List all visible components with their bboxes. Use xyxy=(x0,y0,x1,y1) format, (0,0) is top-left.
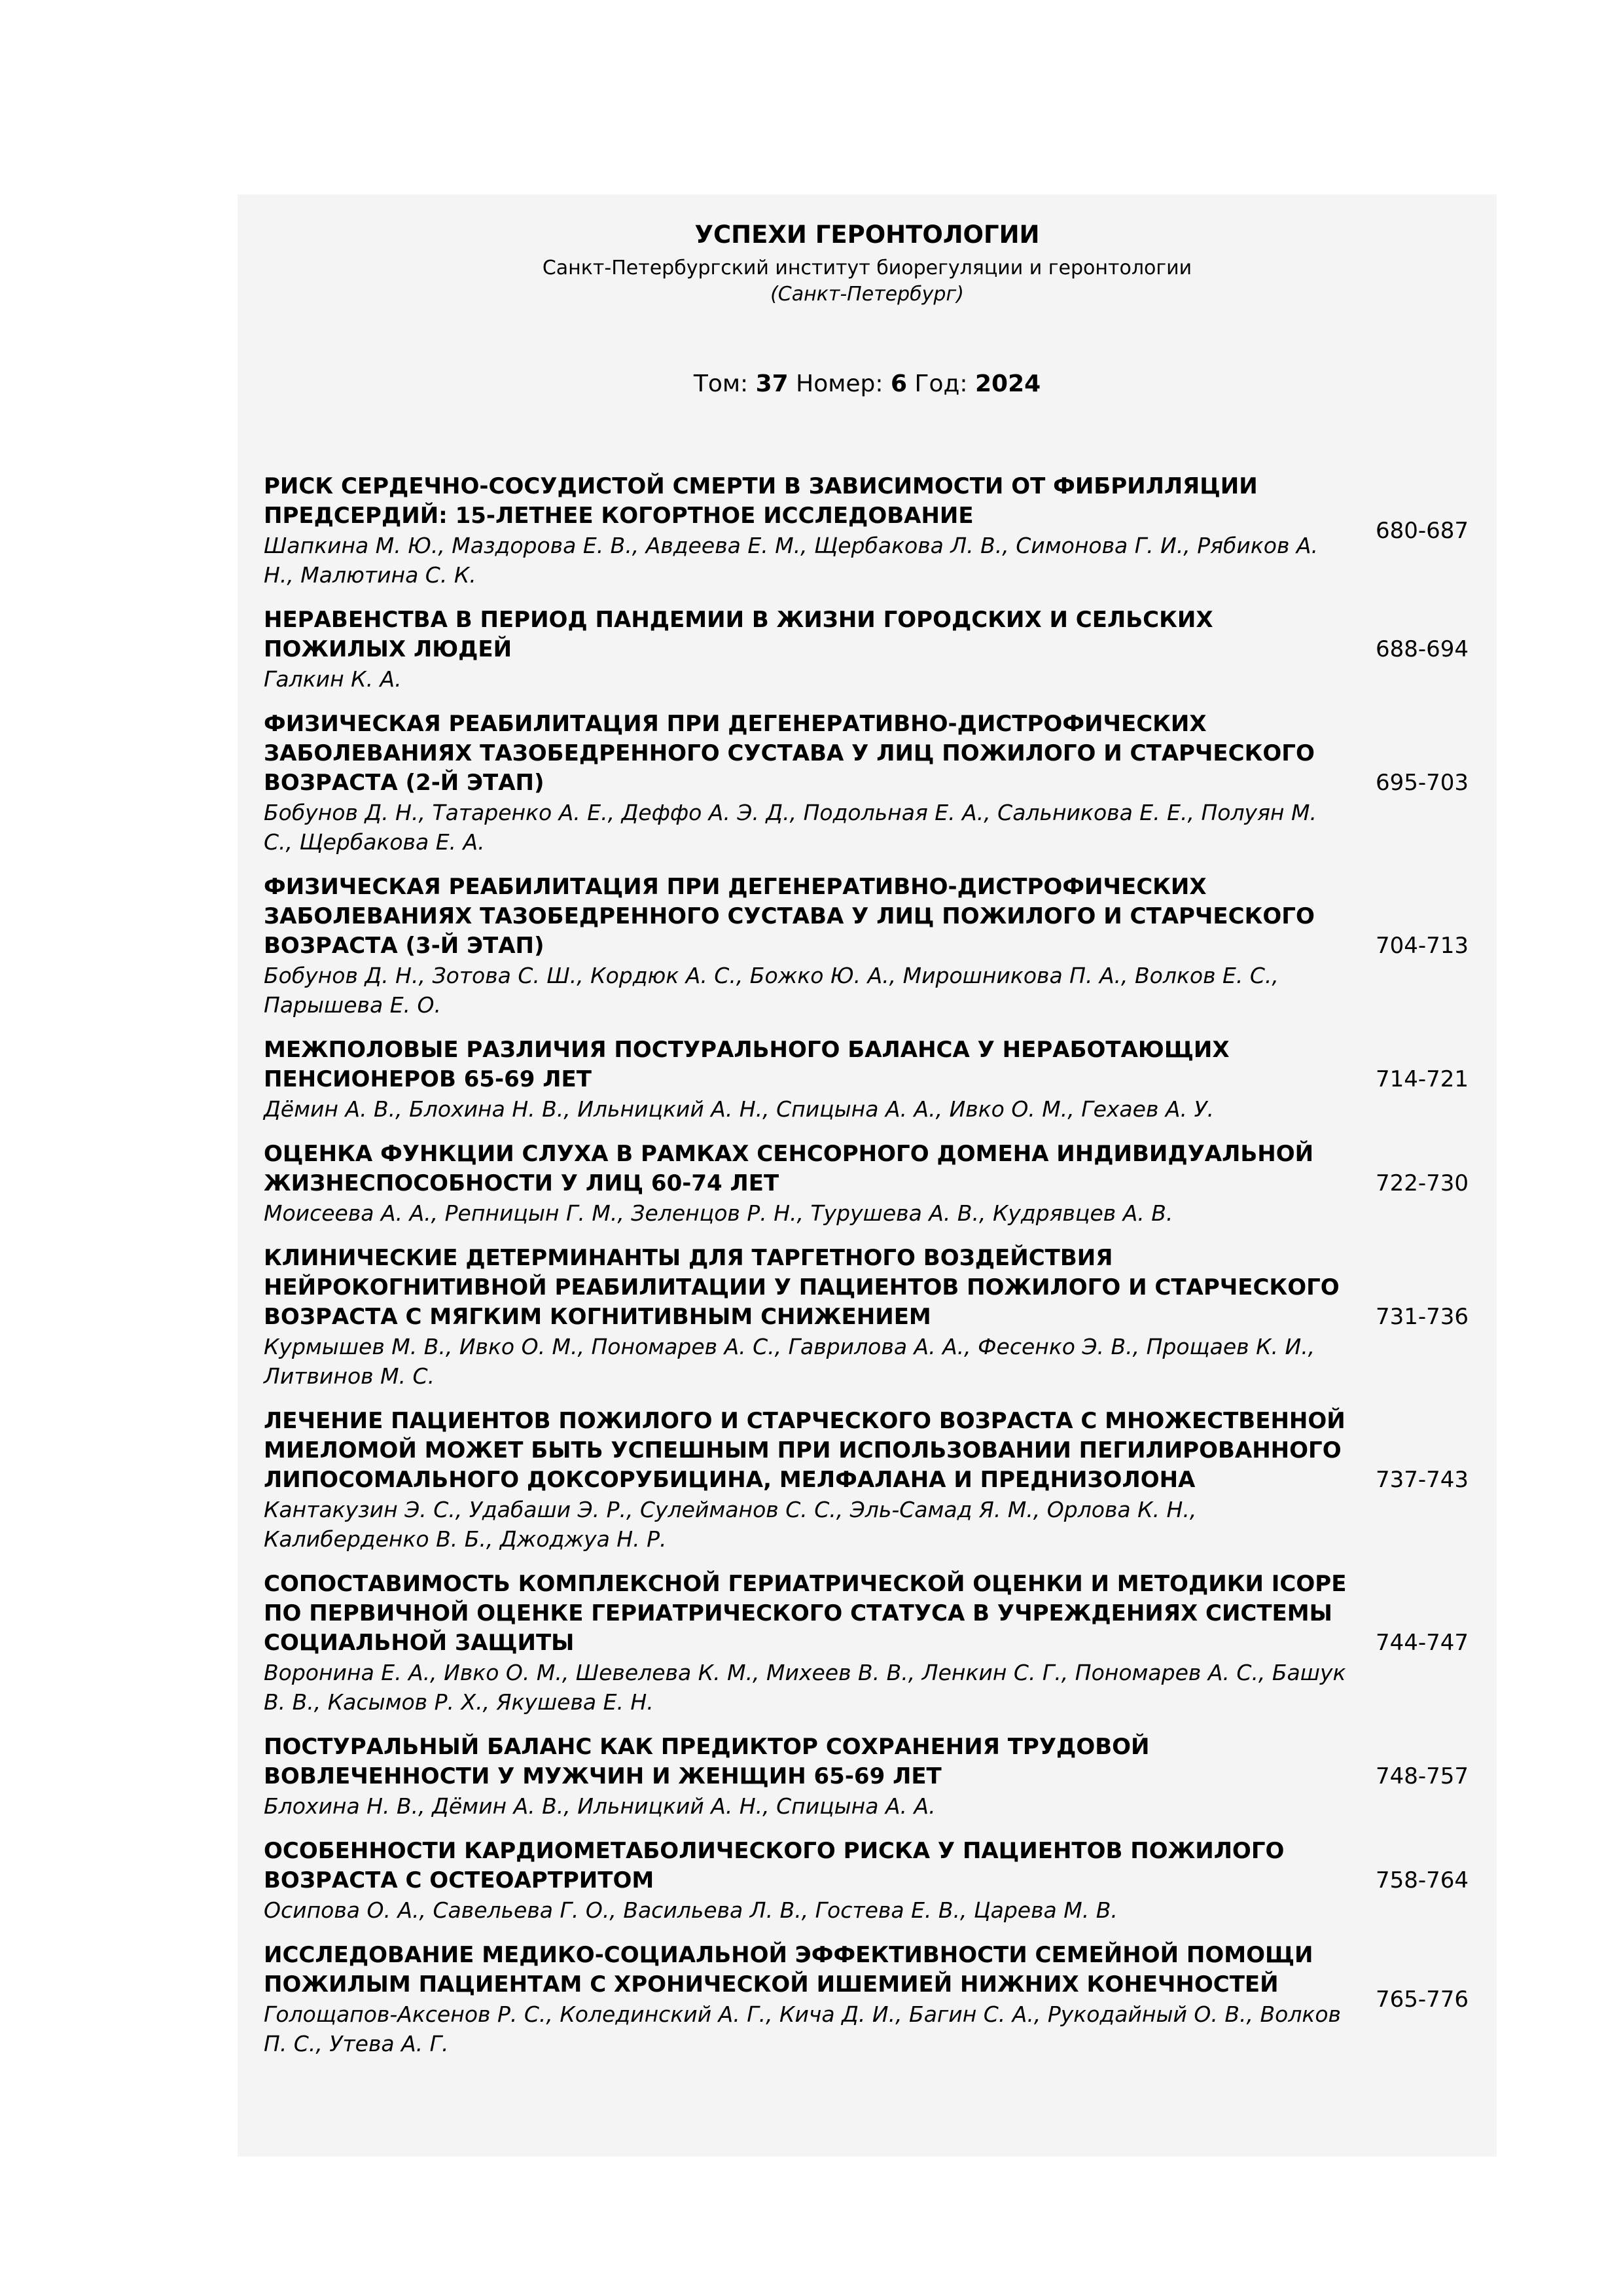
article-body xyxy=(264,709,1350,857)
article-body xyxy=(264,1407,1350,1554)
article-title[interactable]: ЛЕЧЕНИЕ ПАЦИЕНТОВ ПОЖИЛОГО И СТАРЧЕСКОГО ВОЗРАСТА С МНОЖЕСТВЕННОЙ МИЕЛОМОЙ МОЖЕТ БЫТЬ УСПЕШНЫМ ПРИ ИСПОЛЬЗОВАНИИ ПЕГИЛИРОВАННОГО ЛИПОСОМАЛЬНОГО ДОКСОРУБИЦИНА, МЕЛФАЛАНА И ПРЕДНИЗОЛОНА xyxy=(264,1408,1346,1493)
article-title[interactable]: ФИЗИЧЕСКАЯ РЕАБИЛИТАЦИЯ ПРИ ДЕГЕНЕРАТИВНО-ДИСТРОФИЧЕСКИХ ЗАБОЛЕВАНИЯХ ТАЗОБЕДРЕННОГО СУСТАВА У ЛИЦ ПОЖИЛОГО И СТАРЧЕСКОГО ВОЗРАСТА (2-Й ЭТАП) xyxy=(264,711,1315,796)
article-entry[interactable] xyxy=(264,872,1494,1020)
article-authors: Голощапов-Аксенов Р. С., Колединский А. Г., Кича Д. И., Багин С. А., Рукодайный О. В., Волков П. С., Утева А. Г. xyxy=(264,2001,1341,2056)
publisher-name: Санкт-Петербургский институт биорегуляции и геронтологии xyxy=(542,257,1192,279)
article-title[interactable]: ОЦЕНКА ФУНКЦИИ СЛУХА В РАМКАХ СЕНСОРНОГО ДОМЕНА ИНДИВИДУАЛЬНОЙ ЖИЗНЕСПОСОБНОСТИ У ЛИЦ 60-74 ЛЕТ xyxy=(264,1141,1314,1196)
article-title[interactable]: ФИЗИЧЕСКАЯ РЕАБИЛИТАЦИЯ ПРИ ДЕГЕНЕРАТИВНО-ДИСТРОФИЧЕСКИХ ЗАБОЛЕВАНИЯХ ТАЗОБЕДРЕННОГО СУСТАВА У ЛИЦ ПОЖИЛОГО И СТАРЧЕСКОГО ВОЗРАСТА (3-Й ЭТАП) xyxy=(264,874,1315,959)
article-entry[interactable] xyxy=(264,1570,1494,1717)
article-title[interactable]: РИСК СЕРДЕЧНО-СОСУДИСТОЙ СМЕРТИ В ЗАВИСИМОСТИ ОТ ФИБРИЛЛЯЦИИ ПРЕДСЕРДИЙ: 15-ЛЕТНЕЕ КОГОРТНОЕ ИССЛЕДОВАНИЕ xyxy=(264,473,1258,529)
article-entry[interactable] xyxy=(264,1407,1494,1554)
article-authors: Дёмин А. В., Блохина Н. В., Ильницкий А. Н., Спицына А. А., Ивко О. М., Гехаев А. У. xyxy=(264,1096,1215,1122)
article-body xyxy=(264,1732,1350,1821)
article-body xyxy=(264,1139,1350,1228)
article-entry[interactable] xyxy=(264,1837,1494,1925)
article-body xyxy=(264,1244,1350,1391)
article-pages: 704-713 xyxy=(1375,933,1469,959)
article-authors: Курмышев М. В., Ивко О. М., Пономарев А. С., Гаврилова А. А., Фесенко Э. В., Прощаев К. И., Литвинов М. С. xyxy=(264,1334,1315,1389)
article-pages: 688-694 xyxy=(1375,636,1469,662)
article-pages: 737-743 xyxy=(1375,1467,1469,1493)
article-body xyxy=(264,1570,1350,1717)
article-authors: Галкин К. А. xyxy=(264,666,402,692)
year-label: Год: xyxy=(914,370,968,397)
article-pages: 748-757 xyxy=(1375,1763,1469,1789)
article-list xyxy=(264,472,1494,2074)
article-authors: Моисеева А. А., Репницын Г. М., Зеленцов Р. Н., Турушева А. В., Кудрявцев А. В. xyxy=(264,1200,1173,1226)
article-title[interactable]: ИССЛЕДОВАНИЕ МЕДИКО-СОЦИАЛЬНОЙ ЭФФЕКТИВНОСТИ СЕМЕЙНОЙ ПОМОЩИ ПОЖИЛЫМ ПАЦИЕНТАМ С ХРОНИЧЕСКОЙ ИШЕМИЕЙ НИЖНИХ КОНЕЧНОСТЕЙ xyxy=(264,1942,1313,1998)
article-entry[interactable] xyxy=(264,1941,1494,2058)
article-pages: 722-730 xyxy=(1375,1170,1469,1196)
article-authors: Кантакузин Э. С., Удабаши Э. Р., Сулейманов С. С., Эль-Самад Я. М., Орлова К. Н., Калиберденко В. Б., Джоджуа Н. Р. xyxy=(264,1497,1197,1552)
number-label: Номер: xyxy=(796,370,883,397)
year-value: 2024 xyxy=(974,370,1041,397)
article-entry[interactable] xyxy=(264,1139,1494,1228)
article-pages: 680-687 xyxy=(1375,517,1469,544)
article-entry[interactable] xyxy=(264,605,1494,694)
article-pages: 714-721 xyxy=(1375,1066,1469,1092)
article-authors: Воронина Е. А., Ивко О. М., Шевелева К. М., Михеев В. В., Ленкин С. Г., Пономарев А. С., Башук В. В., Касымов Р. Х., Якушева Е. Н. xyxy=(264,1660,1346,1715)
publisher-city: (Санкт-Петербург) xyxy=(770,283,964,306)
article-pages: 744-747 xyxy=(1375,1630,1469,1656)
article-body xyxy=(264,472,1350,590)
article-title[interactable]: МЕЖПОЛОВЫЕ РАЗЛИЧИЯ ПОСТУРАЛЬНОГО БАЛАНСА У НЕРАБОТАЮЩИХ ПЕНСИОНЕРОВ 65-69 ЛЕТ xyxy=(264,1037,1230,1092)
article-title[interactable]: СОПОСТАВИМОСТЬ КОМПЛЕКСНОЙ ГЕРИАТРИЧЕСКОЙ ОЦЕНКИ И МЕТОДИКИ ICOPE ПО ПЕРВИЧНОЙ ОЦЕНКЕ ГЕРИАТРИЧЕСКОГО СТАТУСА В УЧРЕЖДЕНИЯХ СИСТЕМЫ СОЦИАЛЬНОЙ ЗАЩИТЫ xyxy=(264,1571,1347,1656)
volume-label: Том: xyxy=(693,370,749,397)
article-body xyxy=(264,1837,1350,1925)
article-title[interactable]: НЕРАВЕНСТВА В ПЕРИОД ПАНДЕМИИ В ЖИЗНИ ГОРОДСКИХ И СЕЛЬСКИХ ПОЖИЛЫХ ЛЮДЕЙ xyxy=(264,607,1213,662)
article-title[interactable]: ПОСТУРАЛЬНЫЙ БАЛАНС КАК ПРЕДИКТОР СОХРАНЕНИЯ ТРУДОВОЙ ВОВЛЕЧЕННОСТИ У МУЖЧИН И ЖЕНЩИН 65-69 ЛЕТ xyxy=(264,1734,1150,1789)
article-body xyxy=(264,872,1350,1020)
issue-info xyxy=(238,370,1497,399)
article-authors: Шапкина М. Ю., Маздорова Е. В., Авдеева Е. М., Щербакова Л. В., Симонова Г. И., Рябиков А. Н., Малютина С. К. xyxy=(264,533,1318,588)
article-authors: Бобунов Д. Н., Татаренко А. Е., Деффо А. Э. Д., Подольная Е. А., Сальникова Е. Е., Полуян М. С., Щербакова Е. А. xyxy=(264,800,1317,855)
article-title[interactable]: КЛИНИЧЕСКИЕ ДЕТЕРМИНАНТЫ ДЛЯ ТАРГЕТНОГО ВОЗДЕЙСТВИЯ НЕЙРОКОГНИТИВНОЙ РЕАБИЛИТАЦИИ У ПАЦИЕНТОВ ПОЖИЛОГО И СТАРЧЕСКОГО ВОЗРАСТА С МЯГКИМ КОГНИТИВНЫМ СНИЖЕНИЕМ xyxy=(264,1245,1340,1330)
article-title[interactable]: ОСОБЕННОСТИ КАРДИОМЕТАБОЛИЧЕСКОГО РИСКА У ПАЦИЕНТОВ ПОЖИЛОГО ВОЗРАСТА С ОСТЕОАРТРИТОМ xyxy=(264,1838,1285,1893)
contents-panel xyxy=(238,194,1497,2157)
article-entry[interactable] xyxy=(264,709,1494,857)
article-body xyxy=(264,1035,1350,1124)
article-pages: 765-776 xyxy=(1375,1986,1469,2013)
article-entry[interactable] xyxy=(264,1732,1494,1821)
journal-title: УСПЕХИ ГЕРОНТОЛОГИИ xyxy=(694,221,1040,249)
article-body xyxy=(264,1941,1350,2058)
article-pages: 695-703 xyxy=(1375,770,1469,796)
article-pages: 758-764 xyxy=(1375,1867,1469,1893)
article-entry[interactable] xyxy=(264,472,1494,590)
article-entry[interactable] xyxy=(264,1035,1494,1124)
article-body xyxy=(264,605,1350,694)
article-authors: Бобунов Д. Н., Зотова С. Ш., Кордюк А. С., Божко Ю. А., Мирошникова П. А., Волков Е. С., Парышева Е. О. xyxy=(264,963,1279,1018)
article-authors: Осипова О. А., Савельева Г. О., Васильева Л. В., Гостева Е. В., Царева М. В. xyxy=(264,1897,1118,1923)
article-authors: Блохина Н. В., Дёмин А. В., Ильницкий А. Н., Спицына А. А. xyxy=(264,1793,936,1819)
article-entry[interactable] xyxy=(264,1244,1494,1391)
number-value: 6 xyxy=(891,370,908,397)
article-pages: 731-736 xyxy=(1375,1304,1469,1330)
volume-value: 37 xyxy=(755,370,789,397)
